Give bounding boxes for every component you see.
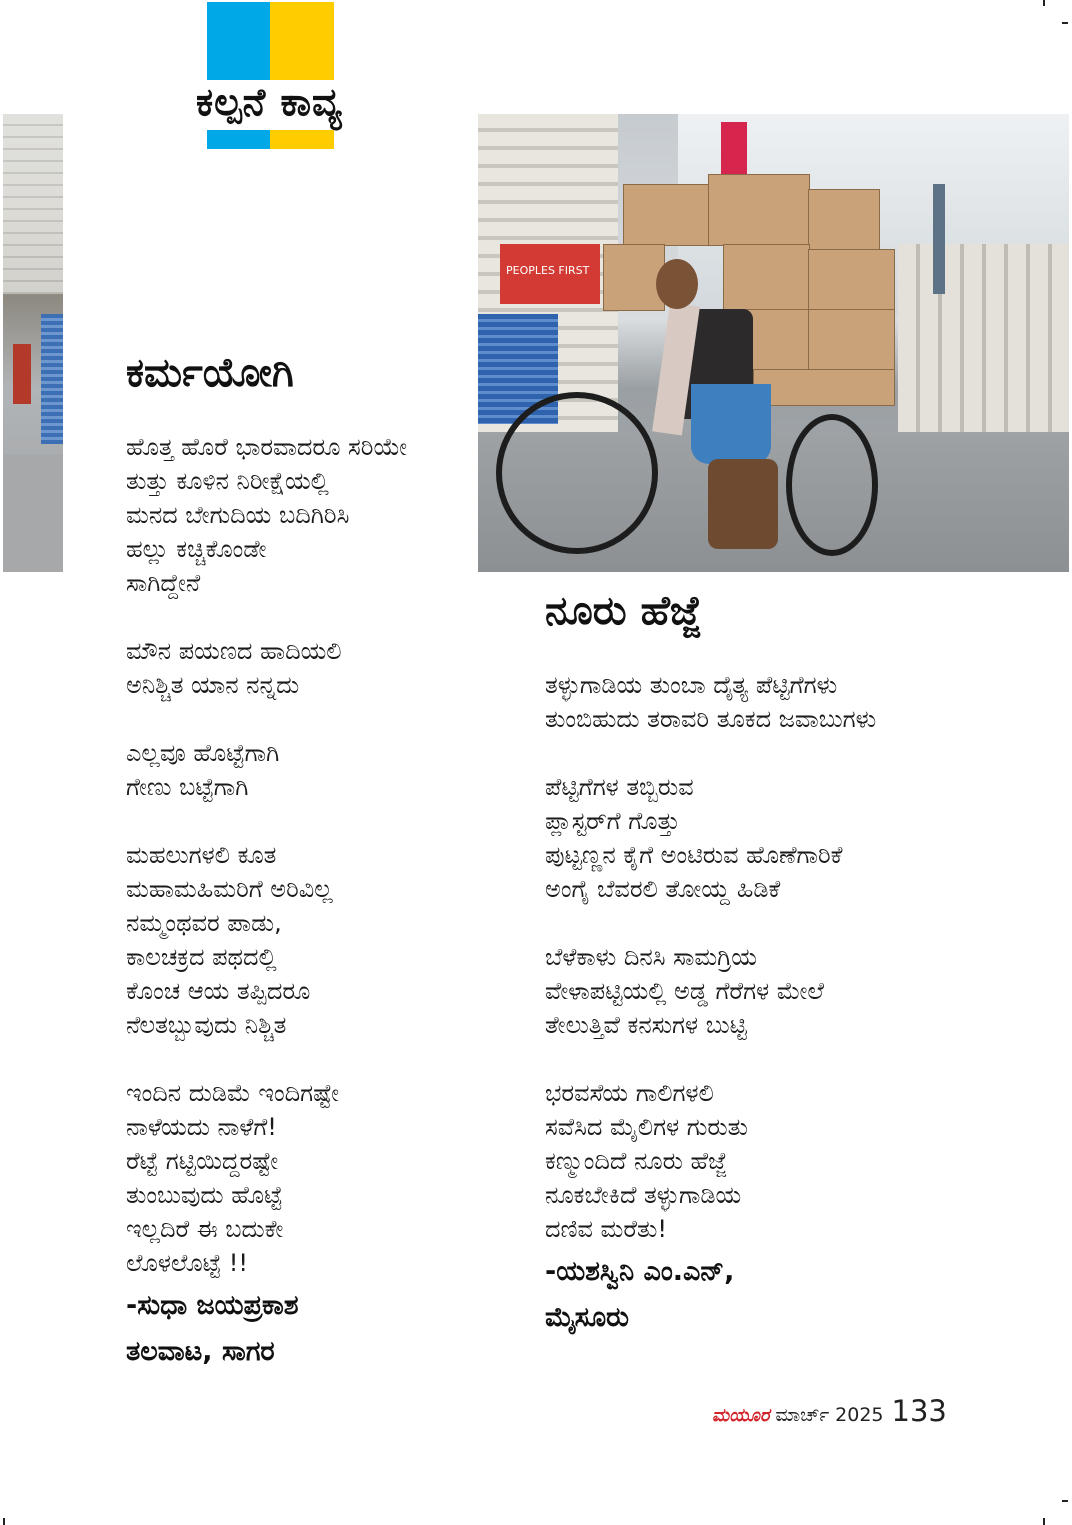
poem-line: ರೆಟ್ಟೆ ಗಟ್ಟಿಯಿದ್ದರಷ್ಟೇ xyxy=(126,1147,279,1175)
issue-month: ಮಾರ್ಚ್ xyxy=(775,1404,830,1426)
poem-line: ಗೇಣು ಬಟ್ಟೆಗಾಗಿ xyxy=(126,773,249,801)
photo-building-right xyxy=(898,244,1069,434)
poem-left-stanza-1 xyxy=(126,430,407,600)
poem-right-stanza-4 xyxy=(545,1076,748,1246)
poem-line: ಎಲ್ಲವೂ ಹೊಟ್ಟೆಗಾಗಿ xyxy=(126,739,280,767)
poem-right-stanza-3 xyxy=(545,940,824,1042)
photo-red-sign xyxy=(721,122,747,174)
poem-line: ಹೊತ್ತ ಹೊರೆ ಭಾರವಾದರೂ ಸರಿಯೇ xyxy=(126,433,408,461)
poem-line: ಪ್ಲಾಸ್ಟರ್‌ಗೆ ಗೊತ್ತು xyxy=(545,807,680,835)
logo-yellow-block xyxy=(270,2,334,84)
poem-line: ವೇಳಾಪಟ್ಟಿಯಲ್ಲಿ ಅಡ್ಡ ಗೆರೆಗಳ ಮೇಲೆ xyxy=(545,977,824,1005)
photo-wheel-front xyxy=(496,392,658,554)
poem-line: ಮನದ ಬೇಗುದಿಯ ಬದಿಗಿರಿಸಿ xyxy=(126,501,350,529)
photo-man-legs xyxy=(708,459,778,549)
poem-left-stanza-4 xyxy=(126,838,333,1042)
page-number: 133 xyxy=(891,1394,947,1428)
poem-right-stanza-1 xyxy=(545,668,876,736)
logo-yellow-strip xyxy=(270,130,334,149)
poem-left-stanza-3 xyxy=(126,736,279,804)
poem-left-stanza-5 xyxy=(126,1076,339,1280)
poem-line: ಕಣ್ಮುಂದಿದೆ ನೂರು ಹೆಜ್ಜೆ xyxy=(545,1147,727,1175)
poem-line: ಇಲ್ಲದಿರೆ ಈ ಬದುಕೇ xyxy=(126,1215,284,1243)
issue-year: 2025 xyxy=(835,1404,884,1426)
section-header: ಕಲ್ಪನೆ ಕಾವ್ಯ xyxy=(192,80,370,125)
poem-line: ತಳ್ಳುಗಾಡಿಯ ತುಂಬಾ ದೈತ್ಯ ಪೆಟ್ಟಿಗೆಗಳು xyxy=(545,671,838,699)
poem-line: ತೇಲುತ್ತಿವೆ ಕನಸುಗಳ ಬುಟ್ಟಿ xyxy=(545,1011,747,1039)
poem-line: ಪೆಟ್ಟಿಗೆಗಳ ತಬ್ಬಿರುವ xyxy=(545,773,694,801)
poem-left-author-name: -ಸುಧಾ ಜಯಪ್ರಕಾಶ xyxy=(126,1290,299,1321)
poem-right-author-name: -ಯಶಸ್ವಿನಿ ಎಂ.ಎನ್, xyxy=(545,1256,735,1287)
poem-line: ಸಾಗಿದ್ದೇನೆ xyxy=(126,569,201,597)
poem-line: ಲೊಳಲೊಟ್ಟೆ !! xyxy=(126,1249,248,1277)
poem-line: ಕಾಲಚಕ್ರದ ಪಥದಲ್ಲಿ xyxy=(126,943,277,971)
poem-line: ಅಂಗೈ ಬೆವರಲಿ ತೋಯ್ದ ಹಿಡಿಕೆ xyxy=(545,875,781,903)
poem-left-title: ಕರ್ಮಯೋಗಿ xyxy=(126,350,294,396)
poem-line: ನಮ್ಮಂಥವರ ಪಾಡು, xyxy=(126,909,282,937)
poem-line: ಪುಟ್ಟಣ್ಣನ ಕೈಗೆ ಅಂಟಿರುವ ಹೊಣೆಗಾರಿಕೆ xyxy=(545,841,843,869)
photo-wheel-back xyxy=(786,414,878,556)
photo-shop-sign-text: PEOPLES FIRST xyxy=(506,264,590,277)
poem-line: ನಾಳೆಯದು ನಾಳೆಗೆ! xyxy=(126,1113,277,1141)
poem-line: ಇಂದಿನ ದುಡಿಮೆ ಇಂದಿಗಷ್ಟೇ xyxy=(126,1079,340,1107)
poem-line: ನೆಲತಬ್ಬುವುದು ನಿಶ್ಚಿತ xyxy=(126,1011,287,1039)
poem-line: ಹಲ್ಲು ಕಚ್ಚಿಕೊಂಡೇ xyxy=(126,535,267,563)
poem-line: ಮಹಲುಗಳಲಿ ಕೂತ xyxy=(126,841,277,869)
poem-right-stanza-2 xyxy=(545,770,842,906)
cart-puller-photo xyxy=(478,114,1069,572)
photo-red-shutter xyxy=(13,344,31,404)
poem-line: ಮಹಾಮಹಿಮರಿಗೆ ಅರಿವಿಲ್ಲ xyxy=(126,875,333,903)
logo-blue-strip xyxy=(207,130,270,149)
poem-line: ತುತ್ತು ಕೂಳಿನ ನಿರೀಕ್ಷೆಯಲ್ಲಿ xyxy=(126,467,329,495)
magazine-name: ಮಯೂರ xyxy=(712,1405,770,1426)
crop-mark-top-right xyxy=(1043,0,1045,6)
photo-man-lungi xyxy=(691,384,771,464)
crop-mark-bottom-right xyxy=(1043,1518,1045,1525)
logo-blue-block xyxy=(207,2,270,84)
poem-line: ಸವೆಸಿದ ಮೈಲಿಗಳ ಗುರುತು xyxy=(545,1113,749,1141)
poem-left-stanza-2 xyxy=(126,634,342,702)
left-edge-photo xyxy=(3,114,63,572)
poem-right-title: ನೂರು ಹೆಜ್ಜೆ xyxy=(545,588,702,634)
poem-line: ದಣಿವ ಮರೆತು! xyxy=(545,1215,667,1243)
poem-line: ತುಂಬುವುದು ಹೊಟ್ಟೆ xyxy=(126,1181,283,1209)
poem-line: ತುಂಬಿಹುದು ತರಾವರಿ ತೂಕದ ಜವಾಬುಗಳು xyxy=(545,705,877,733)
poem-line: ಅನಿಶ್ಚಿತ ಯಾನ ನನ್ನದು xyxy=(126,671,300,699)
crop-mark-bottom-left xyxy=(3,1518,5,1525)
photo-building xyxy=(3,114,63,294)
crop-mark-right-top xyxy=(1062,22,1068,24)
poem-line: ಭರವಸೆಯ ಗಾಲಿಗಳಲಿ xyxy=(545,1079,714,1107)
photo-man-head xyxy=(656,259,698,309)
crop-mark-right-bottom xyxy=(1062,1500,1068,1502)
section-logo xyxy=(207,2,334,149)
poem-line: ಮೌನ ಪಯಣದ ಹಾದಿಯಲಿ xyxy=(126,637,342,665)
poem-line: ನೂಕಬೇಕಿದೆ ತಳ್ಳುಗಾಡಿಯ xyxy=(545,1181,742,1209)
poem-line: ಬೆಳೆಕಾಳು ದಿನಸಿ ಸಾಮಗ್ರಿಯ xyxy=(545,943,758,971)
poem-line: ಕೊಂಚ ಆಯ ತಪ್ಪಿದರೂ xyxy=(126,977,311,1005)
page-footer xyxy=(712,1394,947,1428)
poem-left-author-place: ತಲವಾಟ, ಸಾಗರ xyxy=(126,1336,275,1367)
photo-tower xyxy=(933,184,945,294)
photo-blue-shutter xyxy=(41,314,63,444)
poem-right-author-place: ಮೈಸೂರು xyxy=(545,1302,629,1333)
photo-road xyxy=(3,454,63,572)
